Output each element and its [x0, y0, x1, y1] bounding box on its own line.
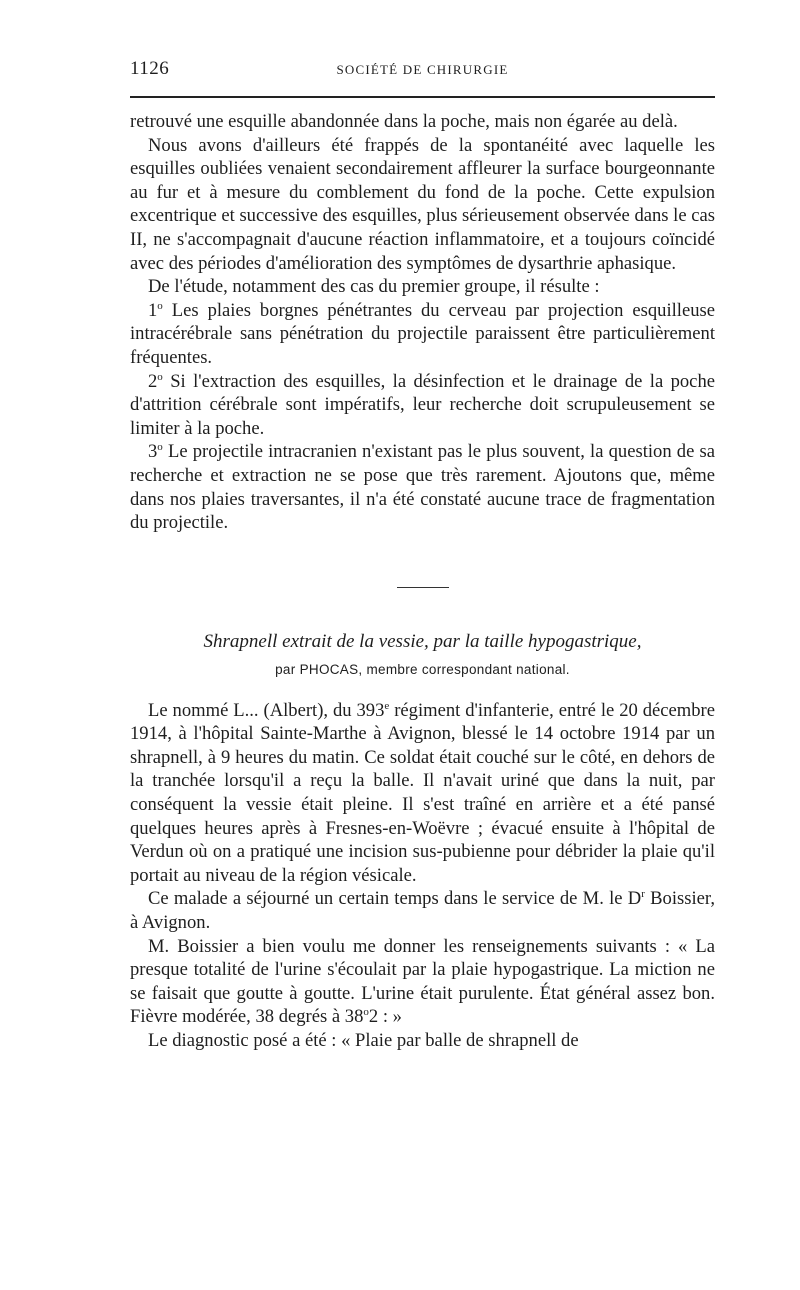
conclusion-item-3: 3$^o$ Le projectile intracranien n'existant pas le plus souvent, la question de sa recherche et extraction ne se pose que très rarement. Ajoutons que, même dans nos plaies traversantes, il n'a été constaté aucune trace de fragmentation du projectile.	[130, 441, 715, 534]
paragraph-continuation: retrouvé une esquille abandonnée dans la poche, mais non égarée au delà.	[130, 111, 678, 132]
running-header	[130, 54, 715, 84]
paragraph-service: Ce malade a séjourné un certain temps dans le service de M. le $D^r$ Boissier, à Avignon.	[130, 888, 715, 934]
conclusion-item-2: 2$^o$ Si l'extraction des esquilles, la désinfection et le drainage de la poche d'attrition cérébrale sont impératifs, leur recherche doit scrupuleusement se limiter à la poche.	[130, 370, 715, 439]
article-title: Shrapnell extrait de la vessie, par la taille hypogastrique,	[203, 630, 642, 652]
paragraph-esquilles: Nous avons d'ailleurs été frappés de la spontanéité avec laquelle les esquilles oubliées venaient secondairement affleurer la surface bourgeonnante au fur et à mesure du comblement du fond de la poche. Cette expulsion excentrique et successive des esquilles, plus sérieusement observée dans le cas II, ne s'accompagnait d'aucune réaction inflammatoire, et a toujours coïncidé avec des périodes d'amélioration des symptômes de dysarthrie aphasique.	[130, 134, 715, 274]
paragraph-conclusion-intro: De l'étude, notamment des cas du premier groupe, il résulte :	[148, 276, 600, 298]
document-page	[130, 54, 715, 1053]
paragraph-diagnostic: Le diagnostic posé a été : « Plaie par balle de shrapnell de	[148, 1030, 579, 1051]
header-rule	[130, 96, 715, 98]
section-divider	[397, 587, 449, 588]
paragraph-renseignements: M. Boissier a bien voulu me donner les renseignements suivants : « La presque totalité de l'urine s'écoulait par la plaie hypogastrique. La miction ne se faisait que goutte à goutte. L'urine était purulente. État général assez bon. Fièvre modérée, 38 degrés à 38$^o$2 : »	[130, 935, 715, 1028]
article-byline: par PHOCAS, membre correspondant national.	[275, 661, 570, 677]
journal-title: SOCIÉTÉ DE CHIRURGIE	[336, 62, 509, 77]
page-number: 1126	[130, 58, 170, 79]
conclusion-item-1: 1$^o$ Les plaies borgnes pénétrantes du cerveau par projection esquilleuse intracérébrale sans pénétration du projectile paraissent être particulièrement fréquentes.	[130, 299, 715, 368]
article-body	[130, 699, 715, 1053]
paragraph-case-history: Le nommé L... (Albert), du 393e régiment d'infanterie, entré le 20 décembre 1914, à l'hôpital Sainte-Marthe à Avignon, blessé le 14 octobre 1914 par un shrapnell, à 9 heures du matin. Ce soldat était couché sur le côté, en dehors de la tranchée lorsqu'il a reçu la balle. Il n'avait uriné que dans la nuit, par conséquent la vessie était pleine. Il s'est traîné en arrière et a été pansé quelques heures après à Fresnes-en-Woëvre ; évacué ensuite à l'hôpital de Verdun où on a pratiqué une incision sus-pubienne pour débrider la plaie qu'il portait au niveau de la région vésicale.	[130, 699, 715, 886]
